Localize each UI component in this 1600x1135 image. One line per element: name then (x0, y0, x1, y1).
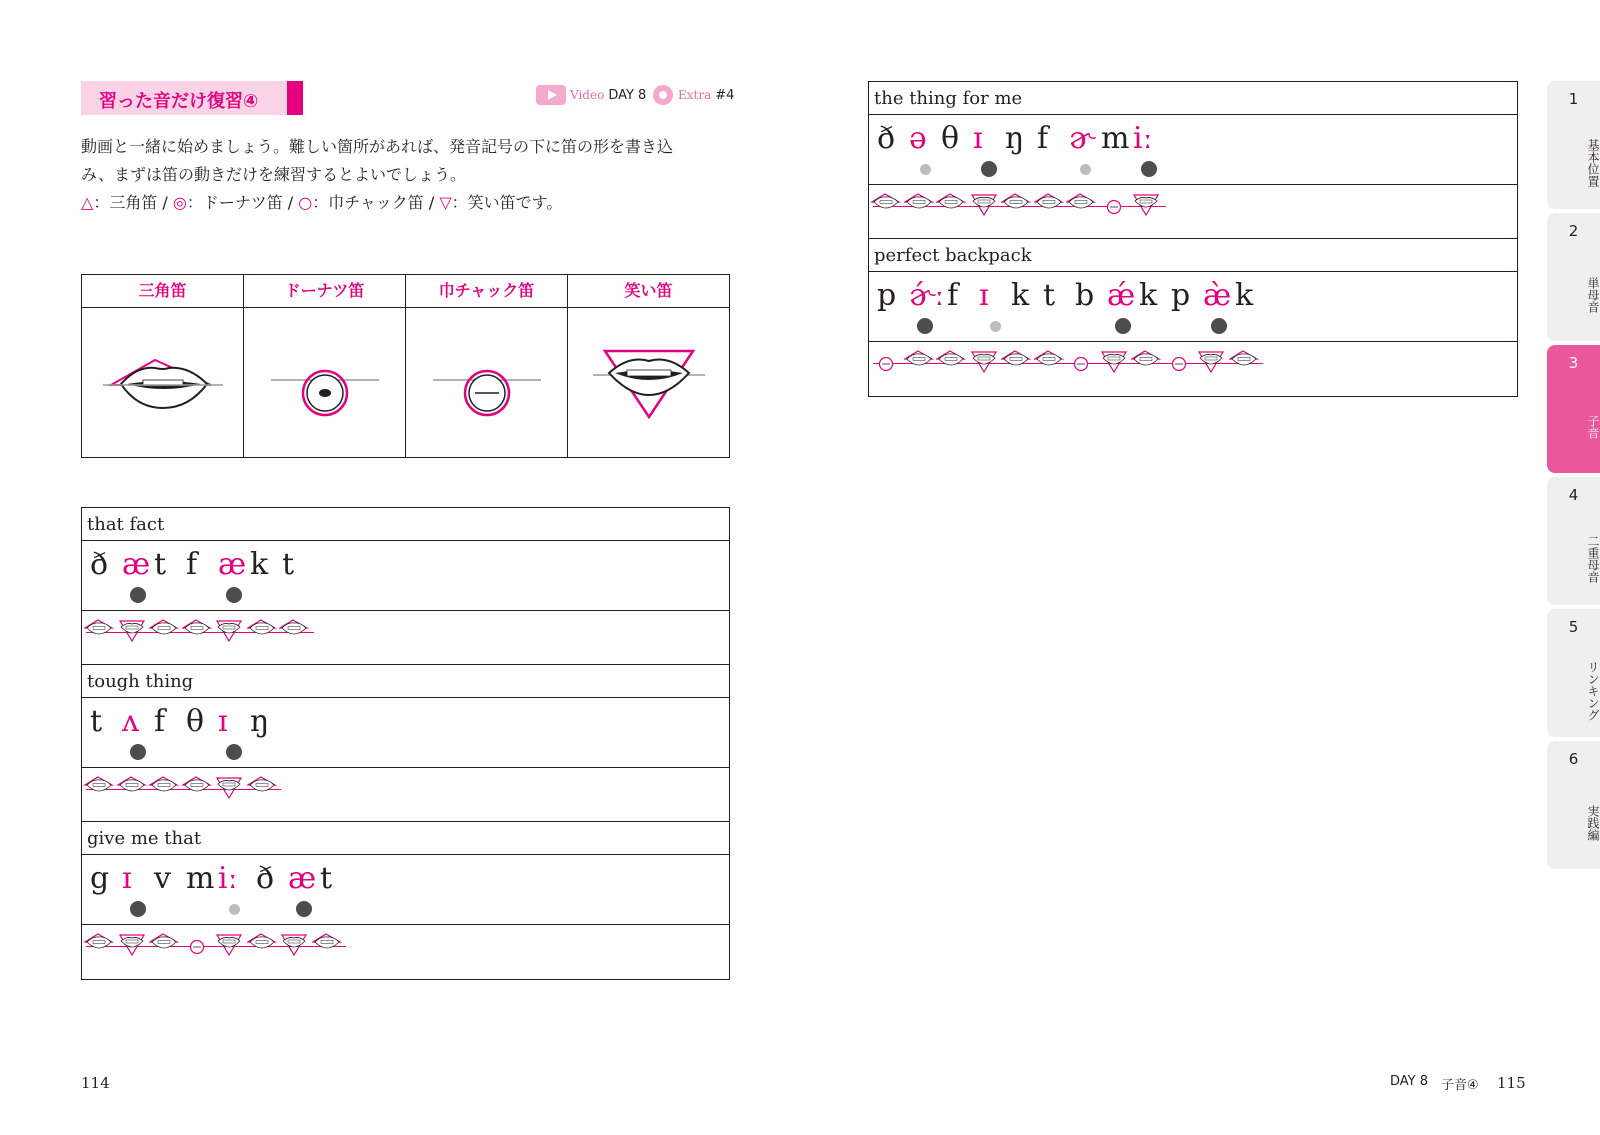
consonant-symbol: p (1171, 278, 1191, 313)
vowel-symbol: æ (122, 547, 151, 582)
smile-whistle-icon (279, 933, 309, 961)
stress-dot-secondary (229, 904, 240, 915)
consonant-symbol: f (1037, 121, 1049, 156)
section-title: 習った音だけ復習④ (99, 91, 259, 112)
ipa-row (82, 698, 729, 768)
extra-tag[interactable] (652, 82, 734, 108)
whistle-shape-row (869, 342, 1517, 396)
consonant-symbol: ð (877, 121, 896, 156)
triangle-symbol: △ (81, 193, 94, 212)
title-accent-bar (287, 81, 303, 115)
smile-whistle-icon (214, 776, 244, 804)
video-value: DAY 8 (608, 87, 647, 103)
zip-whistle-icon (1164, 350, 1194, 378)
stress-dot-secondary (990, 321, 1001, 332)
triangle-whistle-icon (312, 933, 342, 961)
triangle-whistle-icon (84, 776, 114, 804)
triangle-whistle-icon (1034, 350, 1064, 378)
tab-label: 子音 (1586, 415, 1600, 439)
triangle-whistle-icon (247, 776, 277, 804)
tab-single-vowels[interactable] (1547, 213, 1600, 341)
whistle-shape-table (81, 274, 730, 458)
triangle-whistle-icon (936, 350, 966, 378)
tab-number: 5 (1568, 618, 1579, 636)
vowel-symbol: ɚ́ː (909, 278, 945, 313)
consonant-symbol: k (1011, 278, 1030, 313)
triangle-whistle-icon (117, 776, 147, 804)
ipa-row (869, 272, 1517, 342)
consonant-symbol: f (947, 278, 959, 313)
smile-legend-text: ：笑い笛です。 (451, 193, 563, 212)
consonant-symbol: f (154, 704, 166, 739)
tab-label: 実践編 (1586, 805, 1600, 841)
triangle-whistle-icon (182, 619, 212, 647)
intro-line-1: 動画と一緒に始めましょう。難しい箇所があれば、発音記号の下に笛の形を書き込 (81, 137, 674, 156)
consonant-symbol: k (1235, 278, 1254, 313)
triangle-whistle-icon (247, 933, 277, 961)
vowel-symbol: ɚ (1069, 121, 1095, 156)
vowel-symbol: iː (218, 861, 238, 896)
triangle-whistle-icon (936, 193, 966, 221)
triangle-whistle-icon (279, 619, 309, 647)
consonant-symbol: θ (941, 121, 960, 156)
tab-consonants[interactable] (1547, 345, 1600, 473)
triangle-whistle-illustration (82, 308, 244, 458)
page-number-left: 114 (81, 1074, 110, 1092)
stress-dot-primary (130, 901, 146, 917)
phrase-row (82, 665, 729, 698)
vowel-symbol: ɪ (218, 704, 228, 739)
stress-dot-primary (130, 587, 146, 603)
intro-line-2: み、まずは笛の動きだけを練習するとよいでしょう。 (81, 165, 466, 184)
triangle-whistle-icon (1034, 193, 1064, 221)
smile-symbol: ▽ (439, 193, 452, 212)
running-title: 子音④ (1441, 1078, 1479, 1093)
extra-value: #4 (715, 87, 735, 103)
tab-practice[interactable] (1547, 741, 1600, 869)
stress-dot-primary (1141, 161, 1157, 177)
triangle-whistle-icon (84, 619, 114, 647)
whistle-shape-row (82, 768, 729, 822)
donut-legend-text: ：ドーナツ笛 / (186, 193, 299, 212)
header-triangle-whistle: 三角笛 (82, 275, 244, 307)
smile-whistle-icon (969, 193, 999, 221)
consonant-symbol: f (186, 547, 198, 582)
vowel-symbol: æ (288, 861, 317, 896)
stress-dot-primary (226, 744, 242, 760)
stress-dot-primary (1211, 318, 1227, 334)
smile-whistle-icon (117, 619, 147, 647)
donut-symbol: ◎ (172, 193, 187, 212)
ipa-row (869, 115, 1517, 185)
whistle-shape-row (869, 185, 1517, 239)
zip-whistle-icon (871, 350, 901, 378)
smile-whistle-icon (1131, 193, 1161, 221)
consonant-symbol: k (1139, 278, 1158, 313)
smile-whistle-icon (1196, 350, 1226, 378)
tab-linking[interactable] (1547, 609, 1600, 737)
consonant-symbol: v (154, 861, 171, 896)
phrase-row (869, 82, 1517, 115)
header-smile-whistle: 笑い笛 (624, 281, 673, 300)
consonant-symbol: t (90, 704, 103, 739)
zip-whistle-icon (1066, 350, 1096, 378)
consonant-symbol: b (1075, 278, 1095, 313)
vowel-symbol: ʌ (122, 704, 139, 739)
stress-dot-primary (1115, 318, 1131, 334)
consonant-symbol: m (186, 861, 215, 896)
zip-whistle-icon (1099, 193, 1129, 221)
smile-whistle-icon (969, 350, 999, 378)
phrase-text: tough thing (87, 671, 194, 692)
vowel-symbol: ǽ (1107, 278, 1136, 313)
triangle-legend-text: ：三角笛 / (93, 193, 173, 212)
triangle-whistle-icon (904, 193, 934, 221)
stress-dot-primary (917, 318, 933, 334)
tab-label: 二重母音 (1586, 535, 1600, 583)
whistle-shape-row (82, 611, 729, 665)
vowel-symbol: æ (218, 547, 247, 582)
triangle-whistle-icon (247, 619, 277, 647)
phrase-text: that fact (87, 514, 165, 535)
phrase-text: give me that (87, 828, 202, 849)
header-donut-whistle: ドーナツ笛 (244, 275, 406, 307)
triangle-whistle-icon (182, 776, 212, 804)
video-tag[interactable] (536, 82, 646, 108)
consonant-symbol: t (282, 547, 295, 582)
tab-number: 2 (1568, 222, 1579, 240)
phrase-text: the thing for me (874, 88, 1023, 109)
vowel-symbol: ə (909, 121, 927, 156)
tab-label: リンキング (1586, 661, 1600, 721)
video-label: Video (570, 88, 605, 102)
tab-label: 単母音 (1586, 277, 1600, 313)
donut-whistle-illustration (244, 308, 406, 458)
smile-whistle-icon (214, 619, 244, 647)
stress-dot-primary (226, 587, 242, 603)
disc-icon (652, 84, 674, 106)
exercise-block-right (868, 81, 1518, 397)
zip-whistle-icon (182, 933, 212, 961)
stress-dot-secondary (920, 164, 931, 175)
tab-label: 基本位置 (1586, 139, 1600, 187)
consonant-symbol: ŋ (250, 704, 270, 739)
intro-text (81, 133, 731, 189)
running-day: DAY 8 (1390, 1074, 1429, 1089)
consonant-symbol: t (154, 547, 167, 582)
phrase-row (82, 822, 729, 855)
ipa-row (82, 541, 729, 611)
zip-symbol: ○ (298, 193, 313, 212)
vowel-symbol: ɪ (979, 278, 989, 313)
consonant-symbol: p (877, 278, 897, 313)
stress-dot-primary (296, 901, 312, 917)
phrase-text: perfect backpack (874, 245, 1032, 266)
smile-whistle-icon (117, 933, 147, 961)
smile-whistle-icon (1099, 350, 1129, 378)
triangle-whistle-icon (871, 193, 901, 221)
tab-number: 3 (1568, 354, 1579, 372)
exercise-block-left (81, 507, 730, 980)
triangle-whistle-icon (149, 933, 179, 961)
consonant-symbol: ð (90, 547, 109, 582)
vowel-symbol: ɪ (122, 861, 132, 896)
triangle-whistle-icon (1229, 350, 1259, 378)
stress-dot-primary (130, 744, 146, 760)
triangle-whistle-icon (1066, 193, 1096, 221)
play-icon (536, 85, 566, 105)
whistle-shape-row (82, 925, 729, 979)
consonant-symbol: k (250, 547, 269, 582)
vowel-symbol: ɪ (973, 121, 983, 156)
zip-whistle-illustration (406, 308, 568, 458)
triangle-whistle-icon (904, 350, 934, 378)
smile-whistle-illustration (568, 308, 729, 458)
phrase-row (82, 508, 729, 541)
smile-whistle-icon (214, 933, 244, 961)
triangle-whistle-icon (149, 619, 179, 647)
section-title-box (81, 81, 303, 115)
triangle-whistle-icon (1001, 350, 1031, 378)
tab-diphthongs[interactable] (1547, 477, 1600, 605)
page-number-right: 115 (1497, 1074, 1526, 1092)
header-zip-whistle: 巾チャック笛 (406, 275, 568, 307)
stress-dot-secondary (1080, 164, 1091, 175)
triangle-whistle-icon (149, 776, 179, 804)
tab-number: 4 (1568, 486, 1579, 504)
vowel-symbol: iː (1133, 121, 1153, 156)
tab-number: 1 (1568, 90, 1579, 108)
zip-legend-text: ：巾チャック笛 / (312, 193, 440, 212)
whistle-legend (81, 190, 562, 213)
triangle-whistle-icon (1001, 193, 1031, 221)
consonant-symbol: t (1043, 278, 1056, 313)
tab-number: 6 (1568, 750, 1579, 768)
consonant-symbol: g (90, 861, 110, 896)
triangle-whistle-icon (84, 933, 114, 961)
consonant-symbol: ð (256, 861, 275, 896)
consonant-symbol: t (320, 861, 333, 896)
consonant-symbol: ŋ (1005, 121, 1025, 156)
extra-label: Extra (678, 88, 712, 102)
vowel-symbol: æ̀ (1203, 278, 1232, 313)
consonant-symbol: θ (186, 704, 205, 739)
phrase-row (869, 239, 1517, 272)
ipa-row (82, 855, 729, 925)
triangle-whistle-icon (1131, 350, 1161, 378)
tab-basic-position[interactable] (1547, 81, 1600, 209)
stress-dot-primary (981, 161, 997, 177)
consonant-symbol: m (1101, 121, 1130, 156)
